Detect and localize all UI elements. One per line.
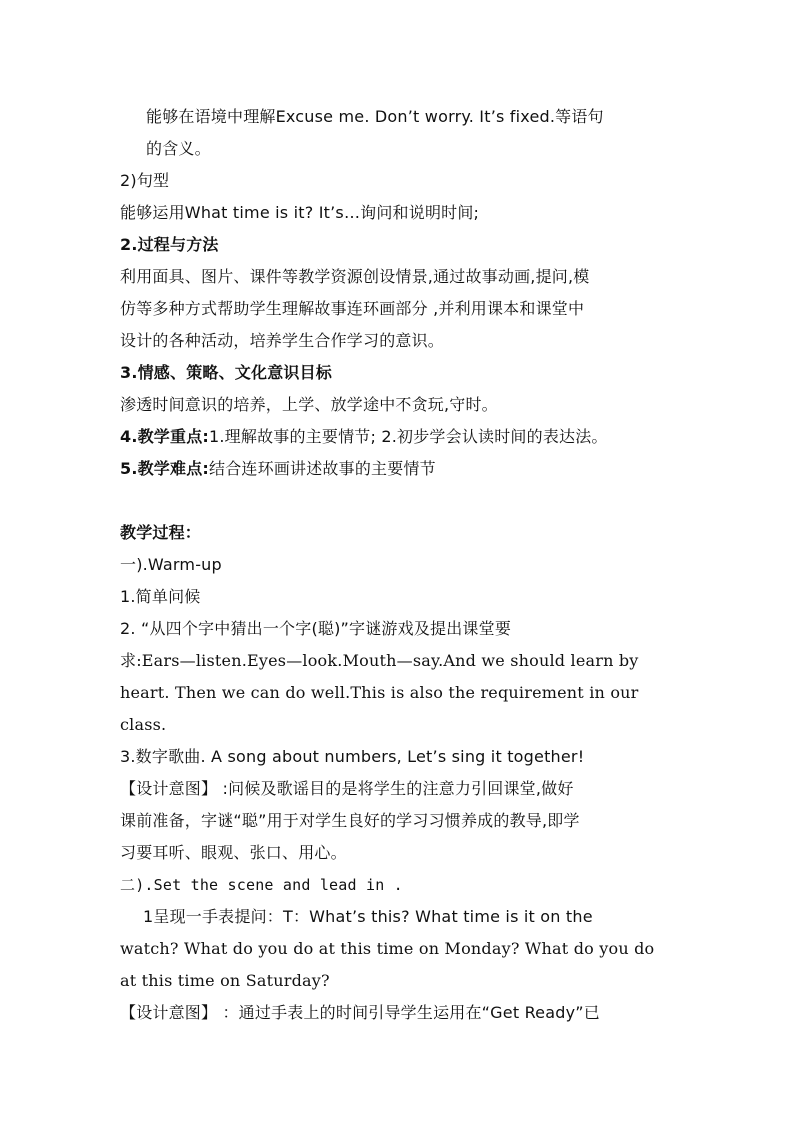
riddle-step-cont-1: 求:Ears—listen.Eyes—look.Mouth—say.And we should learn by bbox=[120, 651, 639, 670]
warm-up-heading: 一).Warm-up bbox=[120, 555, 222, 574]
process-method-text-1: 利用面具、图片、课件等教学资源创设情景,通过故事动画,提问,模 bbox=[120, 267, 590, 286]
teaching-key-points-text: 1.理解故事的主要情节; 2.初步学会认读时间的表达法。 bbox=[209, 427, 608, 446]
number-song-step: 3.数字歌曲. A song about numbers, Let’s sing it together! bbox=[120, 747, 585, 766]
design-intent-2: 【设计意图】 ：通过手表上的时间引导学生运用在“Get Ready”已 bbox=[120, 1003, 600, 1022]
watch-question-cont-2: at this time on Saturday? bbox=[120, 971, 330, 990]
riddle-step-cont-3: class. bbox=[120, 715, 167, 734]
riddle-step-cont-2: heart. Then we can do well.This is also the requirement in our bbox=[120, 683, 639, 702]
process-method-text-2: 仿等多种方式帮助学生理解故事连环画部分 ,并利用课本和课堂中 bbox=[120, 299, 585, 318]
teaching-difficulties-label: 5.教学难点: bbox=[120, 459, 210, 478]
design-intent-1-cont-1: 课前准备，字谜“聪”用于对学生良好的学习习惯养成的教导,即学 bbox=[120, 811, 580, 830]
process-method-text-3: 设计的各种活动，培养学生合作学习的意识。 bbox=[120, 331, 445, 350]
emotion-strategy-text: 渗透时间意识的培养，上学、放学途中不贪玩,守时。 bbox=[120, 395, 498, 414]
sentence-pattern-heading: 2)句型 bbox=[120, 171, 170, 190]
greeting-step: 1.简单问候 bbox=[120, 587, 201, 606]
teaching-key-points bbox=[120, 426, 608, 448]
design-intent-1-cont-2: 习要耳听、眼观、张口、用心。 bbox=[120, 843, 347, 862]
objective-language-line: 能够在语境中理解Excuse me. Don’t worry. It’s fixed.等语句 bbox=[146, 107, 604, 126]
teaching-difficulties-text: 结合连环画讲述故事的主要情节 bbox=[209, 459, 436, 478]
emotion-strategy-heading: 3.情感、策略、文化意识目标 bbox=[120, 363, 333, 382]
teaching-difficulties bbox=[120, 458, 436, 480]
watch-question-cont-1: watch? What do you do at this time on Monday? What do you do bbox=[120, 939, 655, 958]
teaching-key-points-label: 4.教学重点: bbox=[120, 427, 210, 446]
teaching-process-heading: 教学过程： bbox=[120, 523, 202, 542]
riddle-step: 2. “从四个字中猜出一个字(聪)”字谜游戏及提出课堂要 bbox=[120, 619, 512, 638]
set-scene-heading: 二).Set the scene and lead in . bbox=[120, 876, 403, 894]
objective-language-line-cont: 的含义。 bbox=[146, 139, 211, 158]
design-intent-1: 【设计意图】 :问候及歌谣目的是将学生的注意力引回课堂,做好 bbox=[120, 779, 574, 798]
watch-question-step: 1呈现一手表提问：T：What’s this? What time is it on the bbox=[143, 907, 593, 926]
process-method-heading: 2.过程与方法 bbox=[120, 235, 219, 254]
sentence-pattern-text: 能够运用What time is it? It’s…询问和说明时间; bbox=[120, 203, 480, 222]
